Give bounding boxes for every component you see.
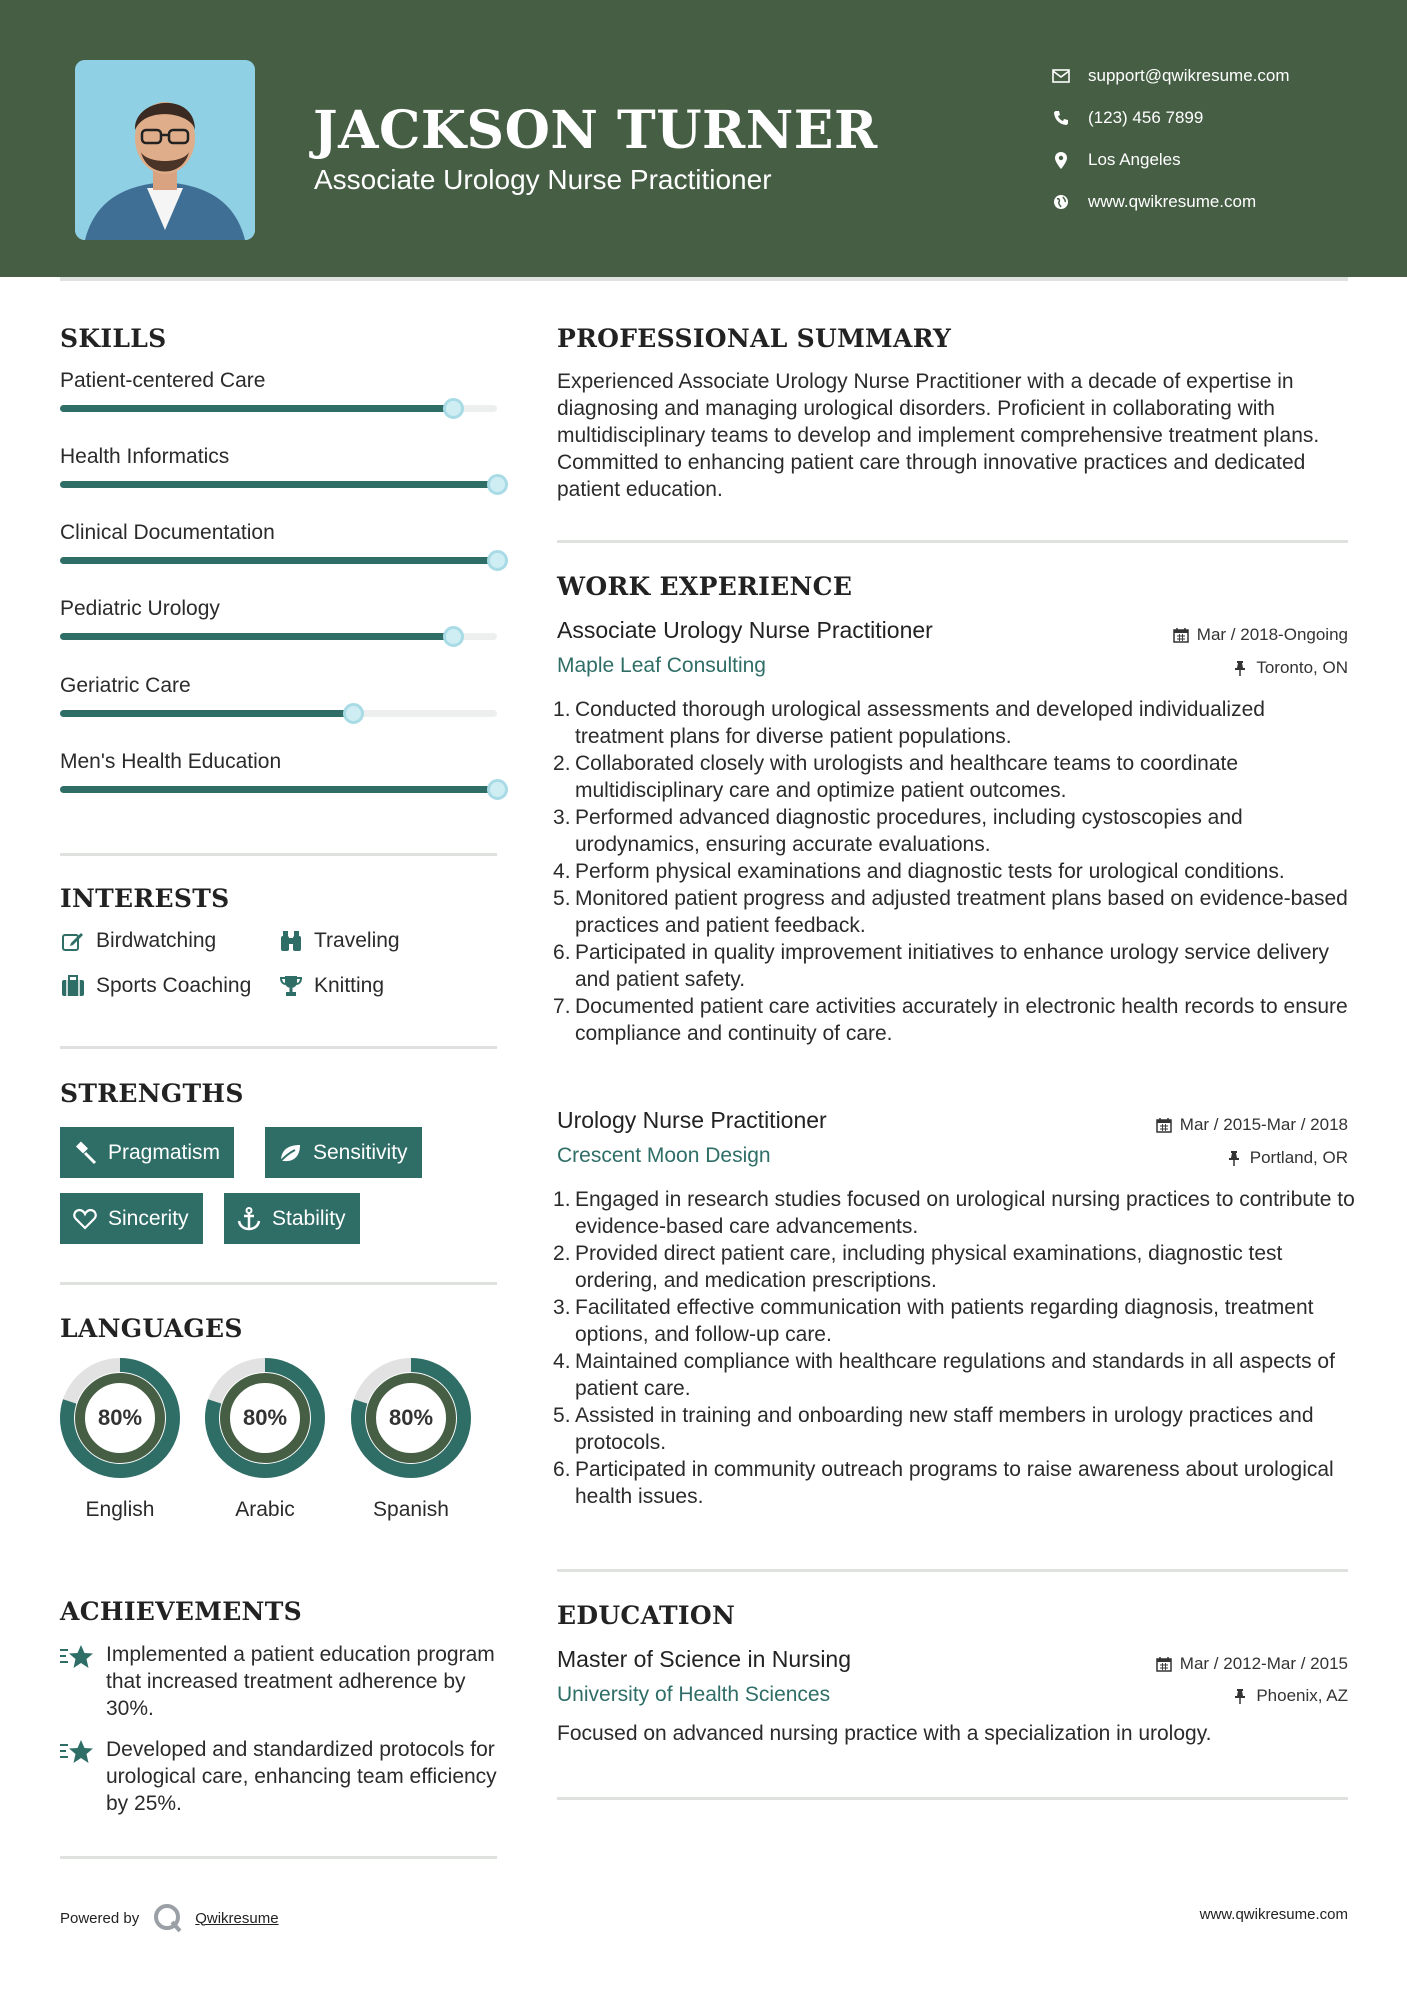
interest-item <box>60 928 216 954</box>
job-company: Maple Leaf Consulting <box>557 654 766 677</box>
skill-bar-knob <box>487 550 508 571</box>
interest-item <box>60 973 251 999</box>
skill-label: Men's Health Education <box>60 750 282 773</box>
section-divider <box>60 1046 497 1049</box>
strengths-heading: STRENGTHS <box>60 1079 244 1108</box>
pencil-square-icon <box>60 928 86 954</box>
skill-bar <box>60 633 497 640</box>
briefcase-icon <box>60 973 86 999</box>
powered-by-label: Powered by <box>60 1909 140 1927</box>
powered-by <box>60 1903 279 1933</box>
skill-bar <box>60 557 497 564</box>
strength-chip <box>265 1127 422 1178</box>
skill-item <box>60 521 497 564</box>
job-location-text: Toronto, ON <box>1256 658 1348 677</box>
language-percent: 80% <box>97 1405 143 1430</box>
job-location <box>1232 658 1348 678</box>
qwikresume-logo-icon <box>153 1903 183 1933</box>
job-dates-text: Mar / 2015-Mar / 2018 <box>1179 1115 1348 1134</box>
candidate-role: Associate Urology Nurse Practitioner <box>314 164 772 195</box>
skill-bar-fill <box>60 481 497 488</box>
strength-chip <box>60 1193 203 1244</box>
summary-text: Experienced Associate Urology Nurse Practitioner with a decade of expertise in diagnosing and managing urological disorders. Proficient in collaborating with multidisciplinary teams to develop and implement comprehensive treatment plans. Committed to enhancing patient care through innovative practices and dedicated patient education. <box>557 370 1320 501</box>
calendar-icon <box>1173 627 1189 643</box>
pushpin-icon <box>1232 660 1248 676</box>
qwikresume-link[interactable]: Qwikresume <box>195 1909 279 1927</box>
experience-heading: WORK EXPERIENCE <box>557 572 853 601</box>
section-divider <box>557 1569 1348 1572</box>
education-dates-text: Mar / 2012-Mar / 2015 <box>1179 1654 1348 1673</box>
envelope-icon <box>1050 67 1072 85</box>
skill-bar-fill <box>60 710 353 717</box>
job-bullet: Maintained compliance with healthcare regulations and standards in all aspects of patient care. <box>575 1350 1335 1400</box>
skill-bar-knob <box>343 703 364 724</box>
strength-label: Pragmatism <box>108 1140 221 1164</box>
star-icon <box>60 1739 94 1769</box>
job-dates <box>1173 625 1348 645</box>
job-bullet: Provided direct patient care, including physical examinations, diagnostic test ordering, and medication prescriptions. <box>575 1242 1283 1292</box>
star-icon <box>60 1644 94 1674</box>
interests-heading: INTERESTS <box>60 884 230 913</box>
skill-item <box>60 369 497 412</box>
section-divider <box>60 1282 497 1285</box>
globe-icon <box>1050 193 1072 211</box>
skill-label: Clinical Documentation <box>60 521 275 544</box>
gavel-icon <box>72 1140 98 1166</box>
contact-email-text: support@qwikresume.com <box>1088 66 1290 85</box>
job-bullet: Assisted in training and onboarding new staff members in urology practices and protocols. <box>575 1404 1314 1454</box>
language-item <box>58 1356 182 1522</box>
job-bullet: Engaged in research studies focused on urological nursing practices to contribute to evidence-based care advancements. <box>575 1188 1355 1238</box>
footer-website-link[interactable]: www.qwikresume.com <box>1199 1906 1348 1923</box>
leaf-icon <box>277 1140 303 1166</box>
skill-bar-fill <box>60 405 453 412</box>
skill-bar <box>60 710 497 717</box>
education-location <box>1232 1686 1348 1706</box>
contact-phone[interactable] <box>1050 97 1290 139</box>
job-bullet: Participated in community outreach programs to raise awareness about urological health issues. <box>575 1458 1334 1508</box>
skill-bar-knob <box>487 779 508 800</box>
calendar-icon <box>1156 1656 1172 1672</box>
contact-phone-text: (123) 456 7899 <box>1088 108 1204 127</box>
map-marker-icon <box>1050 151 1072 169</box>
job-dates-text: Mar / 2018-Ongoing <box>1196 625 1348 644</box>
job-title: Associate Urology Nurse Practitioner <box>557 617 933 643</box>
header-divider <box>60 277 1348 281</box>
achievement-item <box>60 1641 500 1722</box>
heart-icon <box>72 1206 98 1232</box>
strength-chip <box>224 1193 360 1244</box>
language-percent: 80% <box>388 1405 434 1430</box>
section-divider <box>557 1797 1348 1800</box>
skill-item <box>60 674 497 717</box>
skills-heading: SKILLS <box>60 324 167 353</box>
job-company: Crescent Moon Design <box>557 1144 771 1167</box>
skill-bar-knob <box>487 474 508 495</box>
language-item <box>349 1356 473 1522</box>
trophy-icon <box>278 973 304 999</box>
job-bullet: Documented patient care activities accurately in electronic health records to ensure compliance and continuity of care. <box>575 995 1348 1045</box>
contact-list <box>1050 55 1290 223</box>
binoculars-icon <box>278 928 304 954</box>
skill-item <box>60 445 497 488</box>
interest-item <box>278 928 400 954</box>
pushpin-icon <box>1226 1150 1242 1166</box>
skill-bar <box>60 481 497 488</box>
job-bullets <box>575 696 1355 1047</box>
achievements-heading: ACHIEVEMENTS <box>60 1597 302 1626</box>
education-degree: Master of Science in Nursing <box>557 1646 852 1672</box>
language-percent: 80% <box>242 1405 288 1430</box>
achievement-text: Implemented a patient education program that increased treatment adherence by 30%. <box>106 1643 495 1720</box>
skill-item <box>60 750 497 793</box>
language-name: Arabic <box>235 1498 295 1521</box>
skill-item <box>60 597 497 640</box>
interest-item <box>278 973 384 999</box>
achievement-item <box>60 1736 500 1817</box>
job-bullet: Conducted thorough urological assessments and developed individualized treatment plans for diverse patient populations. <box>575 698 1265 748</box>
candidate-name: JACKSON TURNER <box>313 100 878 161</box>
job-bullet: Participated in quality improvement initiatives to enhance urology service delivery and patient safety. <box>575 941 1330 991</box>
job-bullet: Facilitated effective communication with patients regarding diagnosis, treatment options, and follow-up care. <box>575 1296 1314 1346</box>
language-name: Spanish <box>373 1498 449 1521</box>
education-school: University of Health Sciences <box>557 1683 831 1706</box>
skill-bar <box>60 405 497 412</box>
skill-bar-knob <box>443 398 464 419</box>
achievement-text: Developed and standardized protocols for urological care, enhancing team efficiency by 25%. <box>106 1738 497 1815</box>
interest-label: Birdwatching <box>96 929 217 952</box>
section-divider <box>557 540 1348 543</box>
skill-bar <box>60 786 497 793</box>
language-name: English <box>85 1498 155 1521</box>
skill-bar-knob <box>443 626 464 647</box>
job-bullets <box>575 1186 1355 1510</box>
job-bullet: Monitored patient progress and adjusted treatment plans based on evidence-based practices and patient feedback. <box>575 887 1348 937</box>
contact-website[interactable] <box>1050 181 1290 223</box>
strength-chip <box>60 1127 234 1178</box>
skill-bar-fill <box>60 786 497 793</box>
contact-location-text: Los Angeles <box>1088 150 1181 169</box>
interest-label: Sports Coaching <box>96 974 252 997</box>
summary-heading: PROFESSIONAL SUMMARY <box>557 324 952 353</box>
profile-photo <box>75 60 255 240</box>
anchor-icon <box>236 1206 262 1232</box>
section-divider <box>60 1856 497 1859</box>
job-bullet: Performed advanced diagnostic procedures, including cystoscopies and urodynamics, ensuring accurate evaluations. <box>575 806 1243 856</box>
strength-label: Stability <box>272 1206 346 1230</box>
job-title: Urology Nurse Practitioner <box>557 1107 827 1133</box>
job-bullet: Perform physical examinations and diagnostic tests for urological conditions. <box>575 860 1285 883</box>
education-dates <box>1156 1654 1348 1674</box>
job-bullet: Collaborated closely with urologists and healthcare teams to coordinate multidisciplinary care and optimize patient outcomes. <box>575 752 1239 802</box>
strength-label: Sensitivity <box>313 1140 408 1164</box>
languages-heading: LANGUAGES <box>60 1314 243 1343</box>
job-dates <box>1156 1115 1348 1135</box>
calendar-icon <box>1156 1117 1172 1133</box>
skill-label: Geriatric Care <box>60 674 191 697</box>
job-location <box>1226 1148 1348 1168</box>
contact-location <box>1050 139 1290 181</box>
pushpin-icon <box>1232 1688 1248 1704</box>
contact-email[interactable] <box>1050 55 1290 97</box>
skill-label: Pediatric Urology <box>60 597 220 620</box>
skill-label: Health Informatics <box>60 445 230 468</box>
education-heading: EDUCATION <box>557 1601 736 1630</box>
skill-bar-fill <box>60 557 497 564</box>
education-location-text: Phoenix, AZ <box>1256 1686 1348 1705</box>
job-location-text: Portland, OR <box>1249 1148 1348 1167</box>
contact-website-text: www.qwikresume.com <box>1088 192 1257 211</box>
skill-label: Patient-centered Care <box>60 369 266 392</box>
education-text: Focused on advanced nursing practice with a specialization in urology. <box>557 1722 1212 1745</box>
section-divider <box>60 853 497 856</box>
strength-label: Sincerity <box>108 1206 189 1230</box>
skill-bar-fill <box>60 633 453 640</box>
interest-label: Traveling <box>314 929 400 952</box>
interest-label: Knitting <box>314 974 385 997</box>
phone-icon <box>1050 109 1072 127</box>
language-item <box>203 1356 327 1522</box>
